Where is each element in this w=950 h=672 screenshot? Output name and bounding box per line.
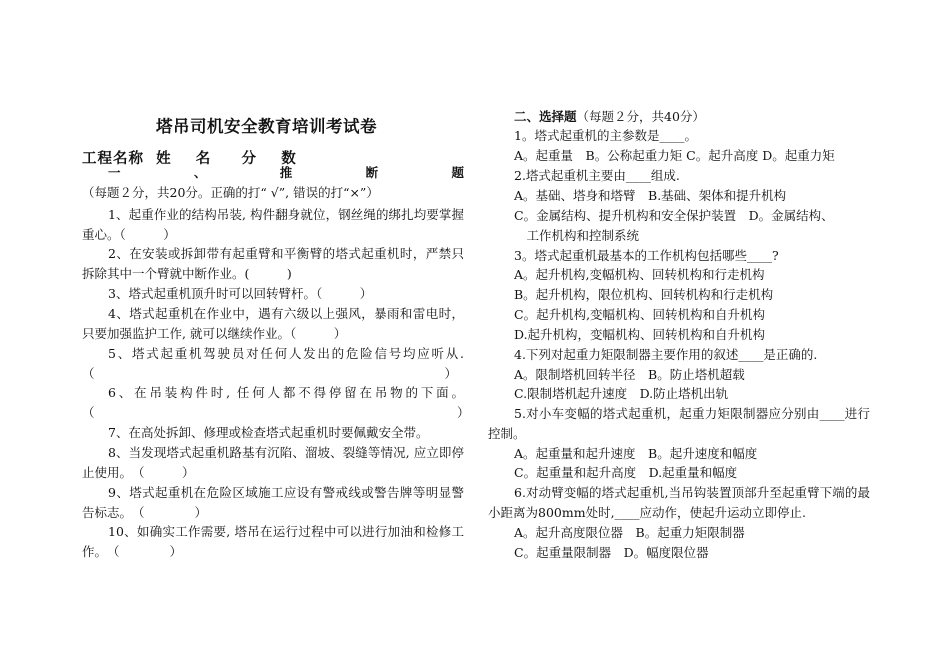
mc-line: C。金属结构、提升机构和安全保护装置 D。金属结构、 [514, 208, 834, 223]
tf-question-3: 3、塔式起重机顶升时可以回转臂杆。（ ） [108, 286, 373, 301]
mc-line: C.限制塔机起升速度 D.防止塔机出轨 [514, 386, 729, 401]
mc-line: C。起重量限制器 D。幅度限位器 [514, 545, 709, 560]
mc-line: A。基础、塔身和塔臂 B.基础、架体和提升机构 [514, 188, 787, 203]
tf-question-10: 10、如确实工作需要, 塔吊在运行过程中可以进行加油和检修工作。 （ ） [82, 524, 464, 559]
section2-heading: 二、选择题 [514, 109, 577, 124]
tf-question-1: 1、起重作业的结构吊装, 构件翻身就位，钢丝绳的绑扎均要掌握重心。（ ） [82, 207, 464, 242]
mc-question-6: 6.对动臂变幅的塔式起重机,当吊钩装置顶部升至起重臂下端的最小距离为800mm处时,____应动作，使起升运动立即停止. [488, 485, 870, 520]
section1-heading: 一、推断题 [108, 165, 464, 180]
mc-line: A。限制塔机回转半径 B。防止塔机超载 [514, 367, 745, 382]
tf-question-9: 9、塔式起重机在危险区域施工应设有警戒线或警告牌等明显警告标志。 （ ） [82, 485, 464, 520]
mc-line: B。起升机构，限位机构、回转机构和行走机构 [514, 287, 774, 302]
mc-line: A。起重量和起升速度 B。起升速度和幅度 [514, 446, 758, 461]
section2-note: （每题２分，共40分） [576, 109, 705, 124]
tf-question-4: 4、塔式起重机在作业中，遇有六级以上强风，暴雨和雷电时，只要加强监护工作, 就可以继续作业。（ ） [82, 306, 464, 341]
page-title: 塔吊司机安全教育培训考试卷 [156, 117, 377, 136]
tf-question-2: 2、在安装或拆卸带有起重臂和平衡臂的塔式起重机时，严禁只拆除其中一个臂就中断作业。( ) [82, 246, 464, 281]
mc-line: A。起重量 B。公称起重力矩 C。起升高度 D。起重力矩 [514, 148, 835, 163]
tf-question-8: 8、当发现塔式起重机路基有沉陷、溜坡、裂缝等情况, 应立即停止使用。 （ ） [82, 445, 464, 480]
mc-line: 3。塔式起重机最基本的工作机构包括哪些____? [514, 248, 779, 263]
mc-line: 4.下列对起重力矩限制器主要作用的叙述____是正确的. [514, 347, 818, 362]
tf-question-7: 7、在高处拆卸、修理或检查塔式起重机时要佩戴安全带。 [108, 425, 429, 440]
mc-line: D.起升机构，变幅机构、回转机构和自升机构 [514, 327, 766, 342]
mc-line: 1。塔式起重机的主参数是____。 [514, 128, 697, 143]
section2-header [514, 107, 705, 127]
tf-question-6: 6、在吊装构件时, 任何人都不得停留在吊物的下面。（ ） [82, 385, 470, 420]
mc-line: 工作机构和控制系统 [514, 228, 640, 243]
section1-header [82, 163, 464, 203]
mc-line: C。起重量和起升高度 D.起重量和幅度 [514, 465, 738, 480]
mc-line: A。起升机构,变幅机构、回转机构和行走机构 [514, 267, 765, 282]
mc-question-5: 5.对小车变幅的塔式起重机，起重力矩限制器应分别由____进行控制。 [488, 406, 870, 441]
tf-question-5: 5、塔式起重机驾驶员对任何人发出的危险信号均应听从.（ ） [82, 346, 464, 381]
mc-line: A。起升高度限位器 B。起重力矩限制器 [514, 525, 745, 540]
mc-line: C。起升机构,变幅机构、回转机构和自升机构 [514, 307, 766, 322]
mc-line: 2.塔式起重机主要由____组成. [514, 168, 680, 183]
exam-info-fields: 工程名称 姓 名 分 数 [82, 151, 297, 167]
section1-note: （每题２分，共20分。正确的打“ √”, 错误的打“×”） [82, 185, 379, 200]
